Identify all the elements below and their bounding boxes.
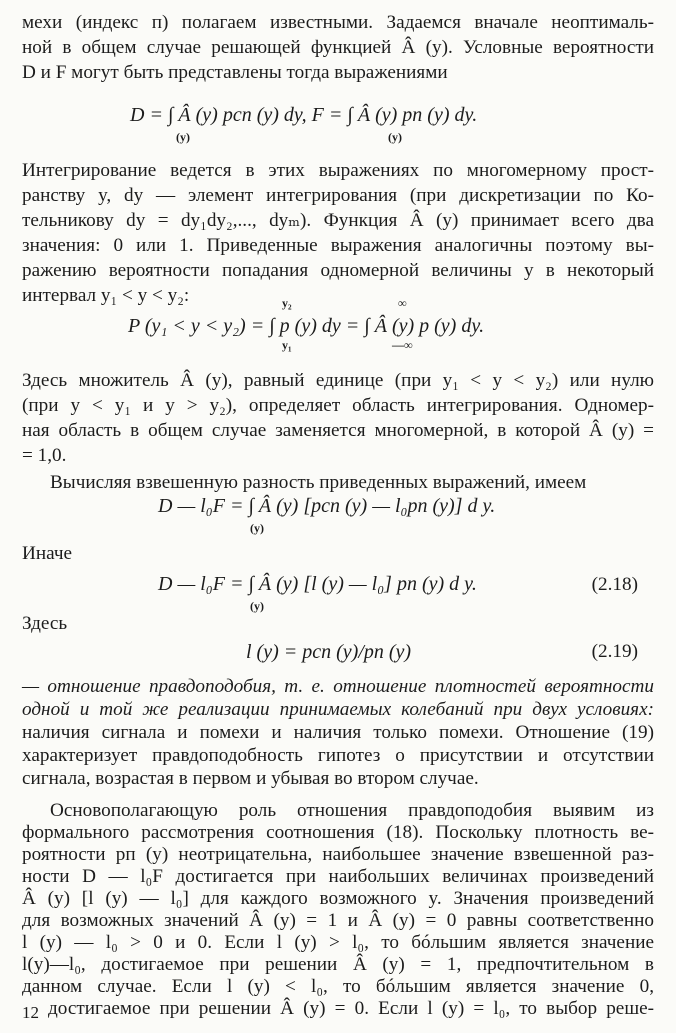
- text-line: — отношение правдоподобия, т. е. отношение плотностей вероятности: [22, 676, 654, 697]
- text-line: ной в общем случае решающей функцией Â (y). Условные вероятности: [22, 37, 654, 58]
- text-line: l(y)—l₀, достигаемое при решении Â (y) = 1, предпочтительном в: [22, 954, 654, 975]
- text-line: l (y) — l₀ > 0 и 0. Если l (y) > l₀, то бóльшим является значение: [22, 932, 654, 953]
- text-line: Иначе: [22, 543, 73, 564]
- text-line: ражению вероятности попадания одномерной величины y в некоторый: [22, 260, 654, 281]
- text-line: тельникову dy = dy₁dy₂,..., dyₘ). Функция Â (y) принимает всего два: [22, 210, 654, 231]
- equation-2-18: D — l₀F = ∫ Â (y) [l (y) — l₀] pп (y) d y.: [158, 573, 477, 595]
- equation-probability: P (y₁ < y < y₂) = ∫ p (y) dy = ∫ Â (y) p (y) dy.: [128, 315, 485, 337]
- text-line: = 1,0.: [22, 445, 67, 466]
- text-line: ранству y, dy — элемент интегрирования (при дискретизации по Ко-: [22, 185, 654, 206]
- text-line: Вычисляя взвешенную разность приведенных выражений, имеем: [50, 472, 587, 493]
- text-line: значения: 0 или 1. Приведенные выражения аналогичны поэтому вы-: [22, 235, 654, 256]
- text-line: Здесь: [22, 613, 68, 634]
- text-line: формального рассмотрения соотношения (18). Поскольку плотность ве-: [22, 822, 654, 843]
- equation-d-f: D = ∫ Â (y) pсп (y) dy, F = ∫ Â (y) pп (y) dy.: [130, 104, 478, 126]
- integral-limit: ∞: [398, 296, 407, 310]
- text-line: одной и той же реализации принимаемых колебаний при двух условиях:: [22, 699, 654, 720]
- text-line: мехи (индекс п) полагаем известными. Задаемся вначале неоптималь-: [22, 12, 654, 33]
- page-number: 12: [22, 1003, 39, 1022]
- text-line: роятности pп (y) неотрицательна, наибольшее значение взвешенной раз-: [22, 844, 654, 865]
- text-line: ности D — l₀F достигается при наибольших величинах произведений: [22, 866, 654, 887]
- integral-limit: y₂: [282, 296, 292, 310]
- text-line: Здесь множитель Â (y), равный единице (при y₁ < y < y₂) или нулю: [22, 370, 654, 391]
- text-line: характеризует правдоподобность гипотез о присутствии и отсутствии: [22, 745, 654, 766]
- text-line: наличия сигнала и помехи и наличия только помехи. Отношение (19): [22, 722, 654, 743]
- text-line: достигаемое при решении Â (y) = 0. Если l (y) = l₀, то выбор реше-: [48, 998, 654, 1019]
- integral-limit: (y): [176, 130, 190, 144]
- text-line: D и F могут быть представлены тогда выражениями: [22, 62, 448, 83]
- text-line: Â (y) [l (y) — l₀] для каждого возможного y. Значения произведений: [22, 888, 654, 909]
- integral-limit: (y): [250, 521, 264, 535]
- integral-limit: (y): [388, 130, 402, 144]
- text-line: для возможных значений Â (y) = 1 и Â (y) = 0 равны соответственно: [22, 910, 654, 931]
- equation-number: (2.18): [591, 574, 638, 595]
- integral-limit: —∞: [392, 338, 413, 352]
- equation-number: (2.19): [591, 641, 638, 662]
- text-line: Основополагающую роль отношения правдоподобия выявим из: [50, 800, 654, 821]
- equation-2-19: l (y) = pсп (y)/pп (y): [246, 641, 412, 663]
- text-line: ная область в общем случае заменяется многомерной, в которой Â (y) =: [22, 420, 654, 441]
- integral-limit: (y): [250, 599, 264, 613]
- text-line: Интегрирование ведется в этих выражениях по многомерному прост-: [22, 160, 654, 181]
- equation-weighted-difference: D — l₀F = ∫ Â (y) [pсп (y) — l₀pп (y)] d y.: [158, 495, 496, 517]
- text-line: (при y < y₁ и y > y₂), определяет область интегрирования. Одномер-: [22, 395, 654, 416]
- text-line: интервал y₁ < y < y₂:: [22, 285, 190, 306]
- integral-limit: y₁: [282, 338, 292, 352]
- text-line: сигнала, возрастая в первом и убывая во втором случае.: [22, 768, 479, 789]
- text-line: данном случае. Если l (y) < l₀, то бóльшим является значение 0,: [22, 976, 654, 997]
